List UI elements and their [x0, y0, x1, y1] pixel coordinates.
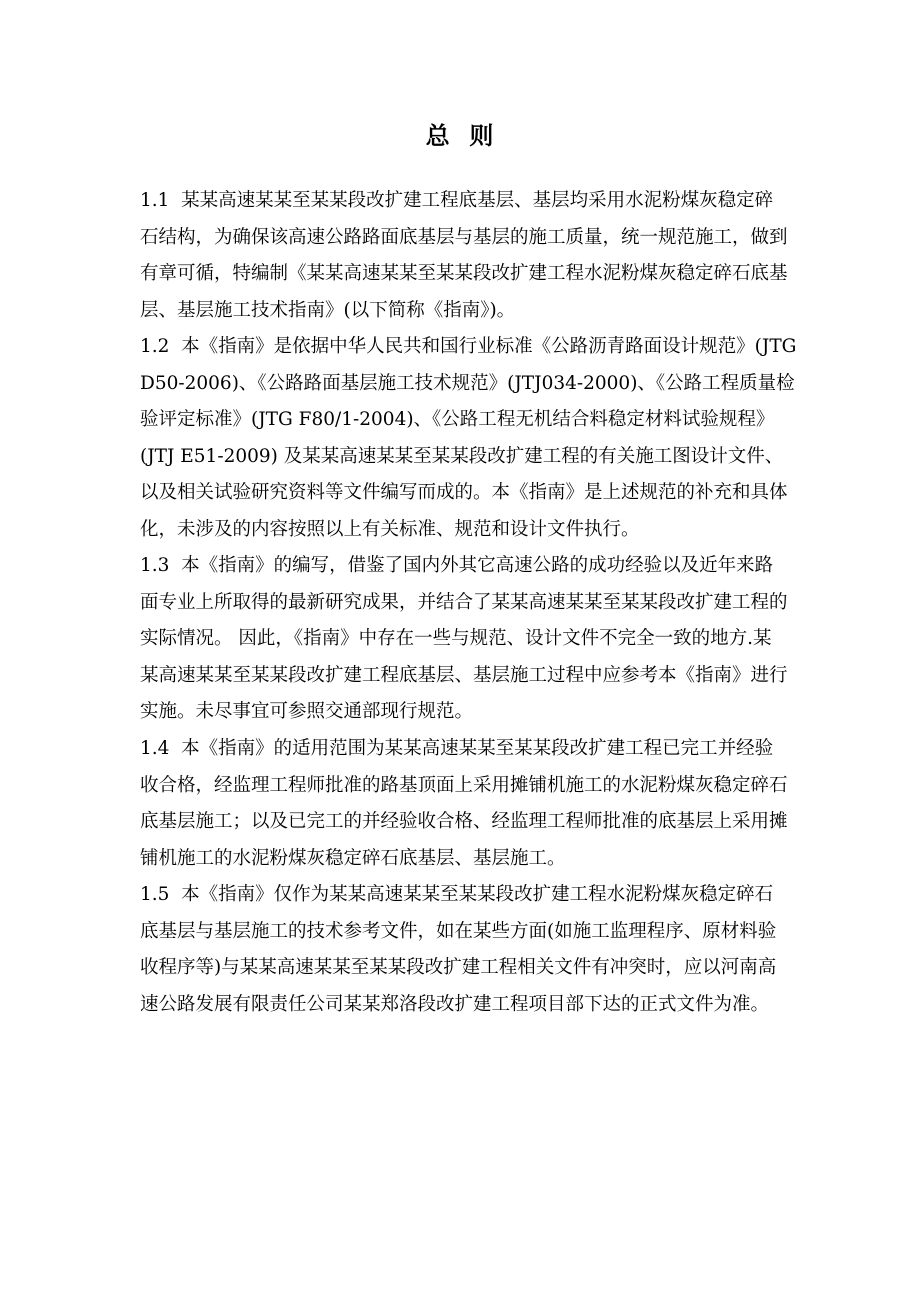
text-line: 收合格，经监理工程师批准的路基顶面上采用摊铺机施工的水泥粉煤灰稳定碎石 [140, 774, 788, 796]
text-line: 1.3 本《指南》的编写，借鉴了国内外其它高速公路的成功经验以及近年来路 [140, 555, 774, 576]
text-line: 层、基层施工技术指南》(以下简称《指南》)。 [140, 299, 516, 321]
text-line: 1.2 本《指南》是依据中华人民共和国行业标准《公路沥青路面设计规范》(JTG [140, 336, 797, 357]
text-line: 面专业上所取得的最新研究成果，并结合了某某高速某某至某某段改扩建工程的 [140, 591, 788, 613]
text-line: 有章可循，特编制《某某高速某某至某某段改扩建工程水泥粉煤灰稳定碎石底基 [140, 263, 788, 284]
section-1-5 [140, 877, 790, 1023]
text-line: 1.4 本《指南》的适用范围为某某高速某某至某某段改扩建工程已完工并经验 [140, 738, 774, 759]
text-line: 底基层与基层施工的技术参考文件，如在某些方面(如施工监理程序、原材料验 [140, 920, 777, 942]
text-line: 验评定标准》(JTG F80/1-2004)、《公路工程无机结合料稳定材料试验规程》 [140, 409, 775, 430]
text-line: 石结构，为确保该高速公路路面底基层与基层的施工质量，统一规范施工，做到 [140, 226, 788, 248]
text-line: D50-2006)、《公路路面基层施工技术规范》(JTJ034-2000)、《公路工程质量检 [140, 372, 795, 394]
section-1-3 [140, 548, 790, 731]
section-1-4 [140, 731, 790, 877]
text-line: 1.5 本《指南》仅作为某某高速某某至某某段改扩建工程水泥粉煤灰稳定碎石 [140, 884, 774, 905]
text-line: 实际情况。 因此，《指南》中存在一些与规范、设计文件不完全一致的地方.某 [140, 628, 772, 649]
text-line: 1.1 某某高速某某至某某段改扩建工程底基层、基层均采用水泥粉煤灰稳定碎 [140, 190, 774, 211]
text-line: 化，未涉及的内容按照以上有关标准、规范和设计文件执行。 [140, 518, 640, 540]
text-line: 收程序等)与某某高速某某至某某段改扩建工程相关文件有冲突时，应以河南高 [140, 957, 777, 978]
text-line: 以及相关试验研究资料等文件编写而成的。本《指南》是上述规范的补充和具体 [140, 482, 788, 503]
text-line: 速公路发展有限责任公司某某郑洛段改扩建工程项目部下达的正式文件为准。 [140, 993, 770, 1015]
section-1-2 [140, 329, 797, 548]
page-title: 总 则 [425, 122, 495, 150]
text-line: 某高速某某至某某段改扩建工程底基层、基层施工过程中应参考本《指南》进行 [140, 664, 788, 686]
text-line: 底基层施工；以及已完工的并经验收合格、经监理工程师批准的底基层上采用摊 [140, 811, 788, 832]
text-line: 铺机施工的水泥粉煤灰稳定碎石底基层、基层施工。 [140, 847, 566, 869]
text-line: 实施。未尽事宜可参照交通部现行规范。 [140, 701, 474, 722]
section-1-1 [140, 183, 790, 329]
text-line: (JTJ E51-2009) 及某某高速某某至某某段改扩建工程的有关施工图设计文件、 [140, 445, 784, 467]
